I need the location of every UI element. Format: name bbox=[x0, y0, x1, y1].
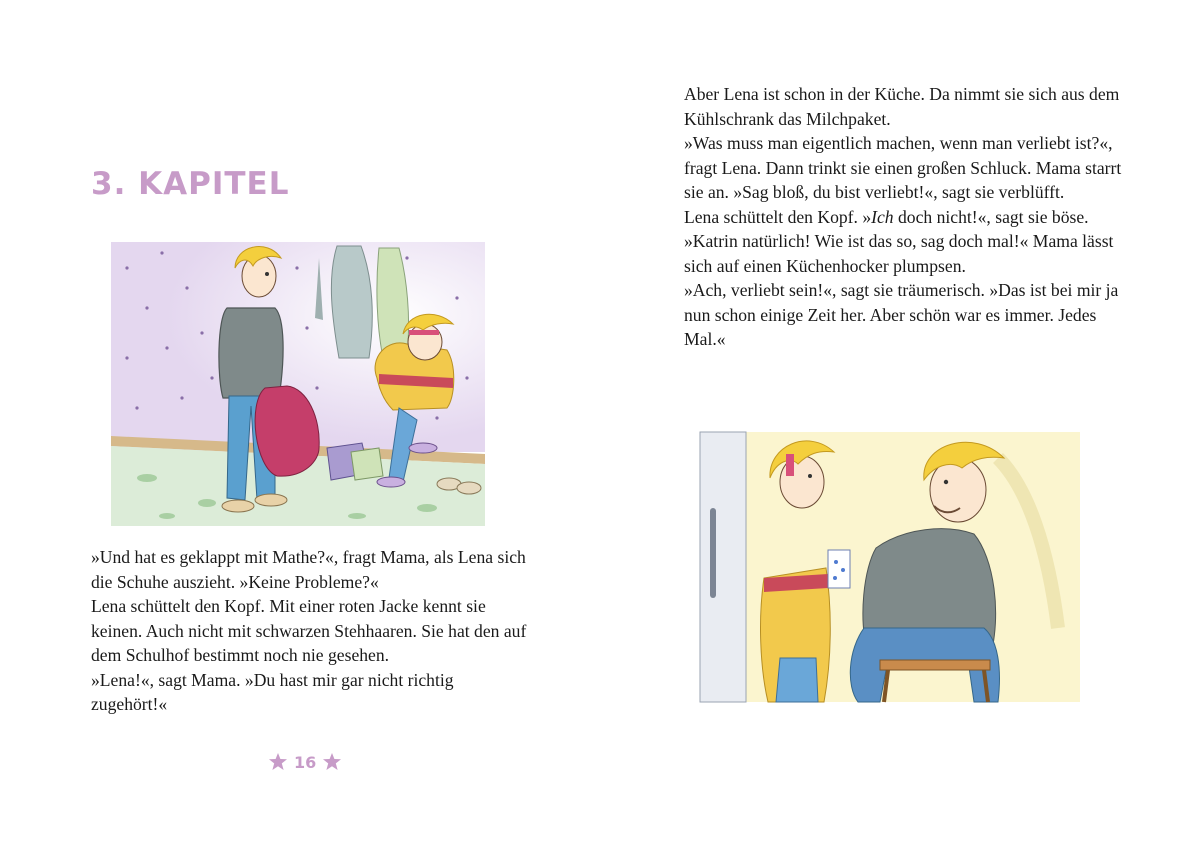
paragraph: »Was muss man eigentlich machen, wenn man verliebt ist?«, fragt Lena. Dann trinkt sie einen großen Schluck. Mama starrt sie an. »Sag bloß, du bist verliebt!«, sagt sie verblüfft. bbox=[684, 133, 1122, 202]
text-run: Lena schüttelt den Kopf. » bbox=[684, 206, 872, 227]
star-icon bbox=[268, 752, 288, 772]
paragraph bbox=[684, 205, 1124, 279]
chapter-heading: 3. KAPITEL bbox=[91, 166, 290, 202]
left-page-text bbox=[91, 545, 531, 717]
page-number: 16 bbox=[294, 752, 317, 772]
paragraph: »Lena!«, sagt Mama. »Du hast mir gar nicht richtig zugehört!« bbox=[91, 669, 454, 714]
emphasis: Ich bbox=[871, 206, 894, 227]
page-footer bbox=[268, 748, 342, 776]
paragraph: »Ach, verliebt sein!«, sagt sie träumerisch. »Das ist bei mir ja nun schon einige Zeit her. Aber schön war es immer. Jedes Mal.« bbox=[684, 280, 1119, 349]
text-run: doch nicht!«, sagt sie böse. »Katrin natürlich! Wie ist das so, sag doch mal!« Mama lässt sich auf einen Küchenhocker plumpsen. bbox=[684, 206, 1114, 276]
right-page-text bbox=[684, 82, 1124, 352]
kitchen-illustration bbox=[698, 428, 1084, 708]
star-icon bbox=[322, 752, 342, 772]
paragraph: Aber Lena ist schon in der Küche. Da nimmt sie sich aus dem Kühlschrank das Milchpaket. bbox=[684, 84, 1120, 129]
paragraph: Lena schüttelt den Kopf. Mit einer roten Jacke kennt sie keinen. Auch nicht mit schwarzen Stehhaaren. Sie hat den auf dem Schulhof bestimmt noch nie gesehen. bbox=[91, 596, 527, 665]
paragraph: »Und hat es geklappt mit Mathe?«, fragt Mama, als Lena sich die Schuhe auszieht. »Keine Probleme?« bbox=[91, 547, 526, 592]
hallway-illustration bbox=[107, 238, 489, 528]
